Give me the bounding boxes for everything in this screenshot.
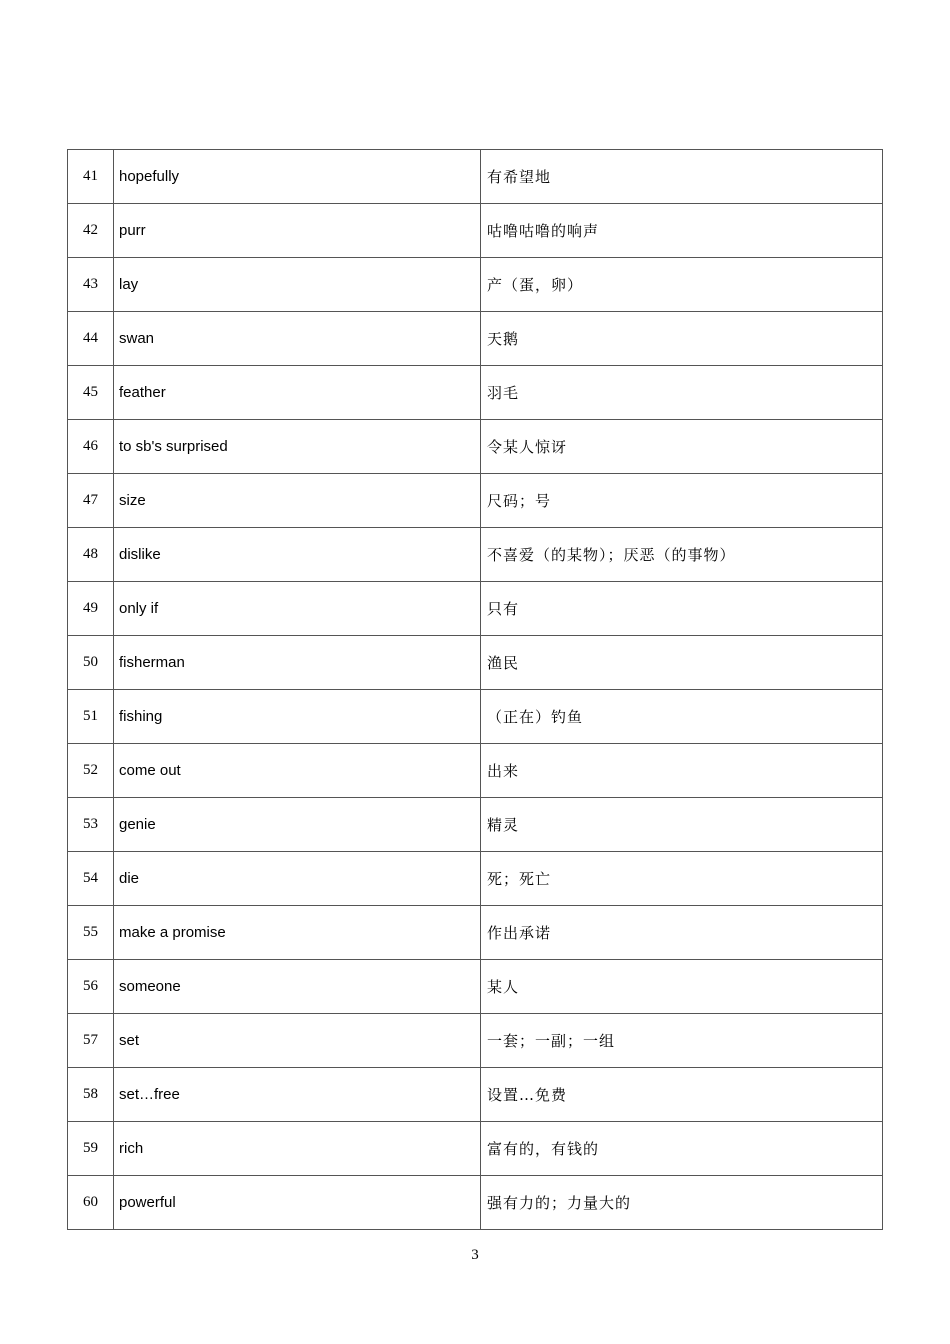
chinese-meaning: 出来 xyxy=(481,744,883,798)
english-word: come out xyxy=(114,744,481,798)
english-word: fishing xyxy=(114,690,481,744)
chinese-meaning: 强有力的；力量大的 xyxy=(481,1176,883,1230)
table-row xyxy=(68,1176,883,1230)
table-row xyxy=(68,744,883,798)
chinese-meaning: 咕噜咕噜的响声 xyxy=(481,204,883,258)
row-number: 55 xyxy=(68,906,114,960)
chinese-meaning: 渔民 xyxy=(481,636,883,690)
row-number: 50 xyxy=(68,636,114,690)
table-row xyxy=(68,474,883,528)
english-word: purr xyxy=(114,204,481,258)
row-number: 44 xyxy=(68,312,114,366)
row-number: 58 xyxy=(68,1068,114,1122)
table-row xyxy=(68,1122,883,1176)
row-number: 60 xyxy=(68,1176,114,1230)
row-number: 45 xyxy=(68,366,114,420)
row-number: 53 xyxy=(68,798,114,852)
english-word: make a promise xyxy=(114,906,481,960)
english-word: hopefully xyxy=(114,150,481,204)
row-number: 49 xyxy=(68,582,114,636)
row-number: 42 xyxy=(68,204,114,258)
vocabulary-table-body xyxy=(68,150,883,1230)
chinese-meaning: 设置…免费 xyxy=(481,1068,883,1122)
table-row xyxy=(68,420,883,474)
chinese-meaning: 有希望地 xyxy=(481,150,883,204)
row-number: 59 xyxy=(68,1122,114,1176)
row-number: 52 xyxy=(68,744,114,798)
english-word: size xyxy=(114,474,481,528)
row-number: 56 xyxy=(68,960,114,1014)
page-number: 3 xyxy=(471,1247,479,1263)
chinese-meaning: 产（蛋，卵） xyxy=(481,258,883,312)
row-number: 43 xyxy=(68,258,114,312)
english-word: to sb's surprised xyxy=(114,420,481,474)
table-row xyxy=(68,960,883,1014)
chinese-meaning: 精灵 xyxy=(481,798,883,852)
english-word: set…free xyxy=(114,1068,481,1122)
english-word: feather xyxy=(114,366,481,420)
english-word: genie xyxy=(114,798,481,852)
table-row xyxy=(68,906,883,960)
vocabulary-table xyxy=(67,149,883,1230)
english-word: swan xyxy=(114,312,481,366)
table-row xyxy=(68,582,883,636)
english-word: powerful xyxy=(114,1176,481,1230)
table-row xyxy=(68,1068,883,1122)
english-word: only if xyxy=(114,582,481,636)
table-row xyxy=(68,312,883,366)
chinese-meaning: 死；死亡 xyxy=(481,852,883,906)
table-row xyxy=(68,636,883,690)
row-number: 47 xyxy=(68,474,114,528)
table-row xyxy=(68,852,883,906)
chinese-meaning: 富有的，有钱的 xyxy=(481,1122,883,1176)
row-number: 41 xyxy=(68,150,114,204)
table-row xyxy=(68,1014,883,1068)
row-number: 54 xyxy=(68,852,114,906)
table-row xyxy=(68,366,883,420)
table-row xyxy=(68,150,883,204)
chinese-meaning: 一套；一副；一组 xyxy=(481,1014,883,1068)
chinese-meaning: 令某人惊讶 xyxy=(481,420,883,474)
table-row xyxy=(68,690,883,744)
table-row xyxy=(68,258,883,312)
english-word: dislike xyxy=(114,528,481,582)
row-number: 46 xyxy=(68,420,114,474)
chinese-meaning: 某人 xyxy=(481,960,883,1014)
english-word: lay xyxy=(114,258,481,312)
chinese-meaning: 天鹅 xyxy=(481,312,883,366)
row-number: 48 xyxy=(68,528,114,582)
chinese-meaning: 不喜爱（的某物）；厌恶（的事物） xyxy=(481,528,883,582)
english-word: die xyxy=(114,852,481,906)
english-word: rich xyxy=(114,1122,481,1176)
row-number: 57 xyxy=(68,1014,114,1068)
english-word: someone xyxy=(114,960,481,1014)
chinese-meaning: 作出承诺 xyxy=(481,906,883,960)
row-number: 51 xyxy=(68,690,114,744)
chinese-meaning: 只有 xyxy=(481,582,883,636)
table-row xyxy=(68,204,883,258)
english-word: fisherman xyxy=(114,636,481,690)
chinese-meaning: 羽毛 xyxy=(481,366,883,420)
table-row xyxy=(68,528,883,582)
chinese-meaning: （正在）钓鱼 xyxy=(481,690,883,744)
table-row xyxy=(68,798,883,852)
chinese-meaning: 尺码；号 xyxy=(481,474,883,528)
english-word: set xyxy=(114,1014,481,1068)
